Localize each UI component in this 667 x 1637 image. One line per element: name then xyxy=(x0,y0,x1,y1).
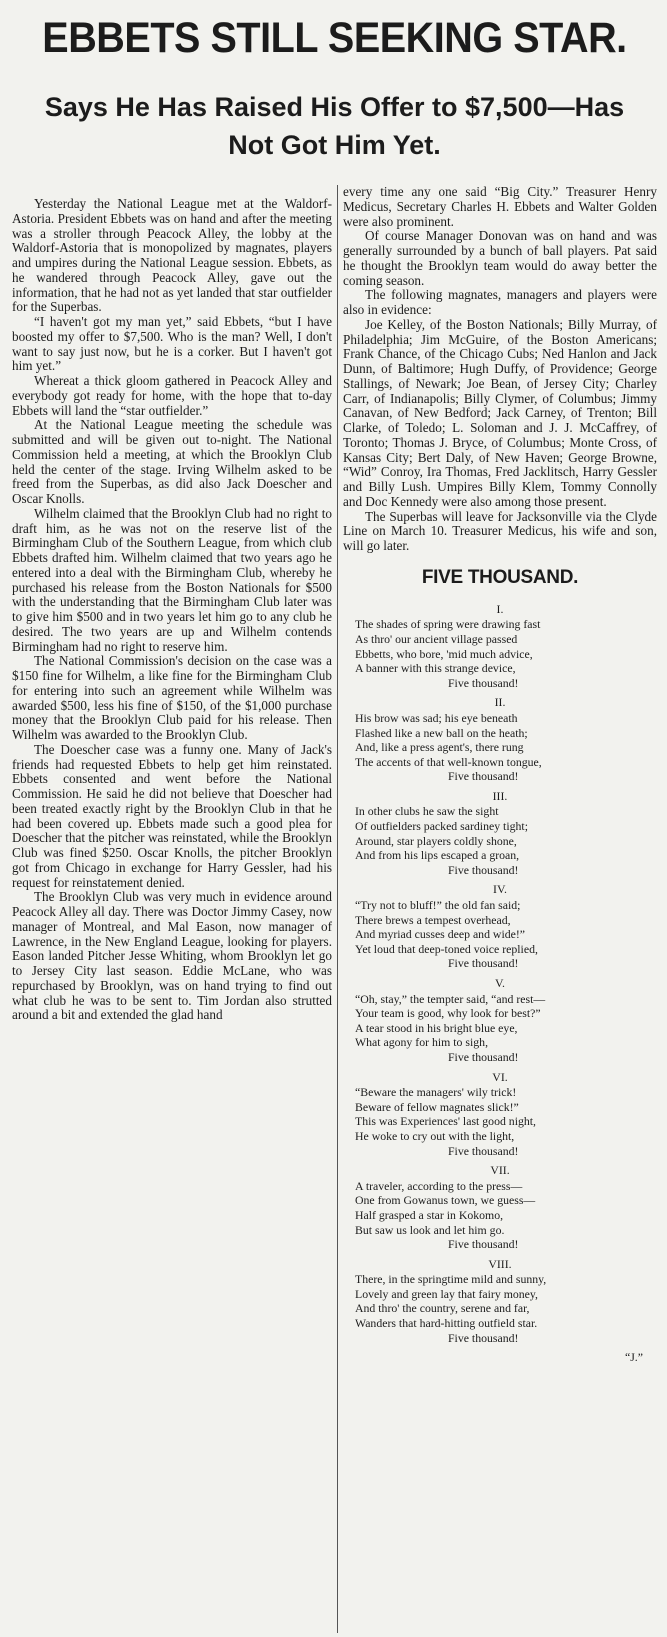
poem-line: Your team is good, why look for best?” xyxy=(355,1006,541,1021)
poem-line: And, like a press agent's, there rung xyxy=(355,740,524,755)
headline: EBBETS STILL SEEKING STAR. xyxy=(42,14,627,62)
poem xyxy=(343,602,657,1365)
article-paragraph: Whereat a thick gloom gathered in Peacock Alley and everybody got ready for home, with the hope that to-day Ebbets will land the “star outfielder.” xyxy=(12,373,332,418)
poem-line: Beware of fellow magnates slick!” xyxy=(355,1099,519,1114)
subhead xyxy=(12,88,657,164)
article-right-column xyxy=(343,185,657,1365)
subhead-line-2: Not Got Him Yet. xyxy=(228,130,441,160)
poem-line: Ebbetts, who bore, 'mid much advice, xyxy=(355,646,533,661)
poem-stanza xyxy=(343,695,657,784)
poem-line: “Beware the managers' wily trick! xyxy=(355,1085,517,1100)
article-paragraph: The National Commission's decision on the case was a $150 fine for Wilhelm, a like fine for the Birmingham Club for entering into such an agreement while Wilhelm was awarded $500, less his fine of $150, of the $1,000 purchase money that the Brooklyn Club paid for his release. Then Wilhelm was awarded to the Brooklyn Club. xyxy=(12,653,332,742)
poem-refrain: Five thousand! xyxy=(448,1237,519,1252)
poem-stanza xyxy=(343,976,657,1065)
stanza-number: VI. xyxy=(492,1069,508,1084)
poem-line: Around, star players coldly shone, xyxy=(355,833,517,848)
article-paragraph: every time any one said “Big City.” Treasurer Henry Medicus, Secretary Charles H. Ebbets and Walter Golden were also prominent. xyxy=(343,184,657,229)
poem-line: The shades of spring were drawing fast xyxy=(355,617,541,632)
poem-stanza xyxy=(343,789,657,878)
stanza-number: V. xyxy=(495,976,505,990)
poem-line: Yet loud that deep-toned voice replied, xyxy=(355,941,538,956)
article-paragraph: Yesterday the National League met at the Waldorf-Astoria. President Ebbets was on hand and after the meeting was a stroller through Peacock Alley, the lobby at the Waldorf-Astoria that is monopolized by magnates, players and umpires during the National League session. Ebbets, as he wandered through Peacock Alley, gave out the information, that he had not as yet landed that star outfielder for the Superbas. xyxy=(12,196,332,315)
poem-stanza xyxy=(343,1163,657,1252)
poem-line: What agony for him to sigh, xyxy=(355,1035,489,1050)
stanza-number: VIII. xyxy=(488,1256,512,1271)
stanza-number: VII. xyxy=(490,1163,510,1178)
column-divider xyxy=(337,185,338,1633)
poem-signature: “J.” xyxy=(624,1350,643,1365)
poem-line: His brow was sad; his eye beneath xyxy=(355,710,518,725)
article-left-column xyxy=(12,197,332,1023)
poem-line: Half grasped a star in Kokomo, xyxy=(355,1207,504,1222)
poem-line: Wanders that hard-hitting outfield star. xyxy=(355,1316,538,1331)
article-paragraph: Joe Kelley, of the Boston Nationals; Billy Murray, of Philadelphia; Jim McGuire, of the Boston Americans; Frank Chance, of the Chicago Cubs; Ned Hanlon and Jack Dunn, of Baltimore; Hugh Duffy, of Providence; George Stallings, of Newark; Joe Bean, of Jersey City; Charley Carr, of Indianapolis; Billy Clymer, of Columbus; Jimmy Canavan, of New Bedford; Jack Carney, of Trenton; Bill Clarke, of Toledo; L. Soloman and J. J. McCaffrey, of Toronto; Thomas J. Bryce, of Columbus; Monte Cross, of Kansas City; Bert Daly, of New Haven; George Browne, “Wid” Conroy, Ira Thomas, Fred Jacklitsch, Harry Gessler and Billy Lush. Umpires Billy Klem, Tommy Connolly and Doc Kennedy were also among those present. xyxy=(343,316,657,509)
article-paragraph: At the National League meeting the schedule was submitted and will be given out to-night. The National Commission held a meeting, at which the Brooklyn Club held the center of the stage. Irving Wilhelm asked to be freed from the Superbas, as did also Jack Doescher and Oscar Knolls. xyxy=(12,417,332,506)
poem-line: As thro' our ancient village passed xyxy=(355,631,518,646)
poem-line: And from his lips escaped a groan, xyxy=(355,848,520,863)
poem-refrain: Five thousand! xyxy=(448,769,519,784)
poem-line: But saw us look and let him go. xyxy=(355,1222,505,1237)
article-paragraph: The Brooklyn Club was very much in evidence around Peacock Alley all day. There was Doctor Jimmy Casey, now manager of Montreal, and Mal Eason, now manager of Lawrence, in the New England League, looking for players. Eason landed Pitcher Jesse Whiting, whom Brooklyn let go to Jersey City last season. Eddie McLane, who was repurchased by Brooklyn, was on hand trying to find out what club he was to be sent to. Tim Jordan also strutted around a bit and extended the glad hand xyxy=(12,889,332,1023)
stanza-number: II. xyxy=(494,695,506,710)
poem-stanza xyxy=(343,1257,657,1346)
poem-refrain: Five thousand! xyxy=(448,956,519,971)
poem-line: “Oh, stay,” the tempter said, “and rest— xyxy=(355,991,546,1006)
poem-line: A banner with this strange device, xyxy=(355,661,516,676)
poem-line: And thro' the country, serene and far, xyxy=(355,1301,530,1316)
article-paragraph: Wilhelm claimed that the Brooklyn Club had no right to draft him, as he was not on the reserve list of the Birmingham Club of the Southern League, from which club Ebbets drafted him. Wilhelm claimed that two years ago he entered into a deal with the Birmingham Club, whereby he purchased his release from the Boston Nationals for $500 with the understanding that the Birmingham Club later was to give him $500 and in two years let him go to any club he desired. The two years are up and Wilhelm contends Birmingham had no right to reserve him. xyxy=(12,505,332,654)
poem-line: One from Gowanus town, we guess— xyxy=(355,1193,536,1208)
poem-line: In other clubs he saw the sight xyxy=(355,804,499,819)
poem-stanza xyxy=(343,882,657,971)
article-paragraph: The following magnates, managers and players were also in evidence: xyxy=(343,287,657,317)
poem-refrain: Five thousand! xyxy=(448,675,519,690)
poem-stanza xyxy=(343,1070,657,1159)
poem-line: There brews a tempest overhead, xyxy=(355,912,511,927)
poem-line: He woke to cry out with the light, xyxy=(355,1128,515,1143)
poem-line: Flashed like a new ball on the heath; xyxy=(355,725,528,740)
poem-refrain: Five thousand! xyxy=(448,1330,519,1345)
article-columns xyxy=(12,184,657,1633)
article-paragraph: “I haven't got my man yet,” said Ebbets, “but I have boosted my offer to $7,500. Who is the man? Well, I don't want to say just now, but he is a corker. But I haven't got him yet.” xyxy=(12,314,332,374)
poem-title: FIVE THOUSAND. xyxy=(421,566,579,588)
stanza-number: IV. xyxy=(493,882,507,897)
article-paragraph: The Superbas will leave for Jacksonville via the Clyde Line on March 10. Treasurer Medicus, his wife and son, will go later. xyxy=(343,508,657,553)
poem-refrain: Five thousand! xyxy=(448,1049,519,1064)
poem-line: There, in the springtime mild and sunny, xyxy=(355,1272,547,1287)
poem-stanza xyxy=(343,602,657,691)
poem-refrain: Five thousand! xyxy=(448,1143,519,1158)
poem-line: And myriad cusses deep and wide!” xyxy=(355,927,526,942)
subhead-line-1: Says He Has Raised His Offer to $7,500—Has xyxy=(44,92,625,122)
article-paragraph: The Doescher case was a funny one. Many of Jack's friends had requested Ebbets to help get him reinstated. Ebbets consented and went before the National Commission. He said he did not believe that Doescher had been treated exactly right by the Brooklyn Club in that he had been covered up. Ebbets made such a good plea for Doescher that the pitcher was reinstated, while the Brooklyn Club was fined $250. Oscar Knolls, the pitcher Brooklyn got from Chicago in exchange for Harry Gessler, had his request for reinstatement denied. xyxy=(12,741,332,890)
poem-line: “Try not to bluff!” the old fan said; xyxy=(355,898,521,913)
poem-refrain: Five thousand! xyxy=(448,862,519,877)
poem-line: The accents of that well-known tongue, xyxy=(355,754,542,769)
stanza-number: I. xyxy=(496,601,504,616)
poem-line: Of outfielders packed sardiney tight; xyxy=(355,819,528,834)
poem-line: This was Experiences' last good night, xyxy=(355,1114,537,1129)
article-paragraph: Of course Manager Donovan was on hand and was generally surrounded by a bunch of ball players. Pat said he thought the Brooklyn team would do away better the coming season. xyxy=(343,228,657,288)
poem-line: A traveler, according to the press— xyxy=(355,1178,523,1193)
poem-line: Lovely and green lay that fairy money, xyxy=(355,1286,539,1301)
stanza-number: III. xyxy=(492,788,508,803)
poem-line: A tear stood in his bright blue eye, xyxy=(355,1020,518,1035)
